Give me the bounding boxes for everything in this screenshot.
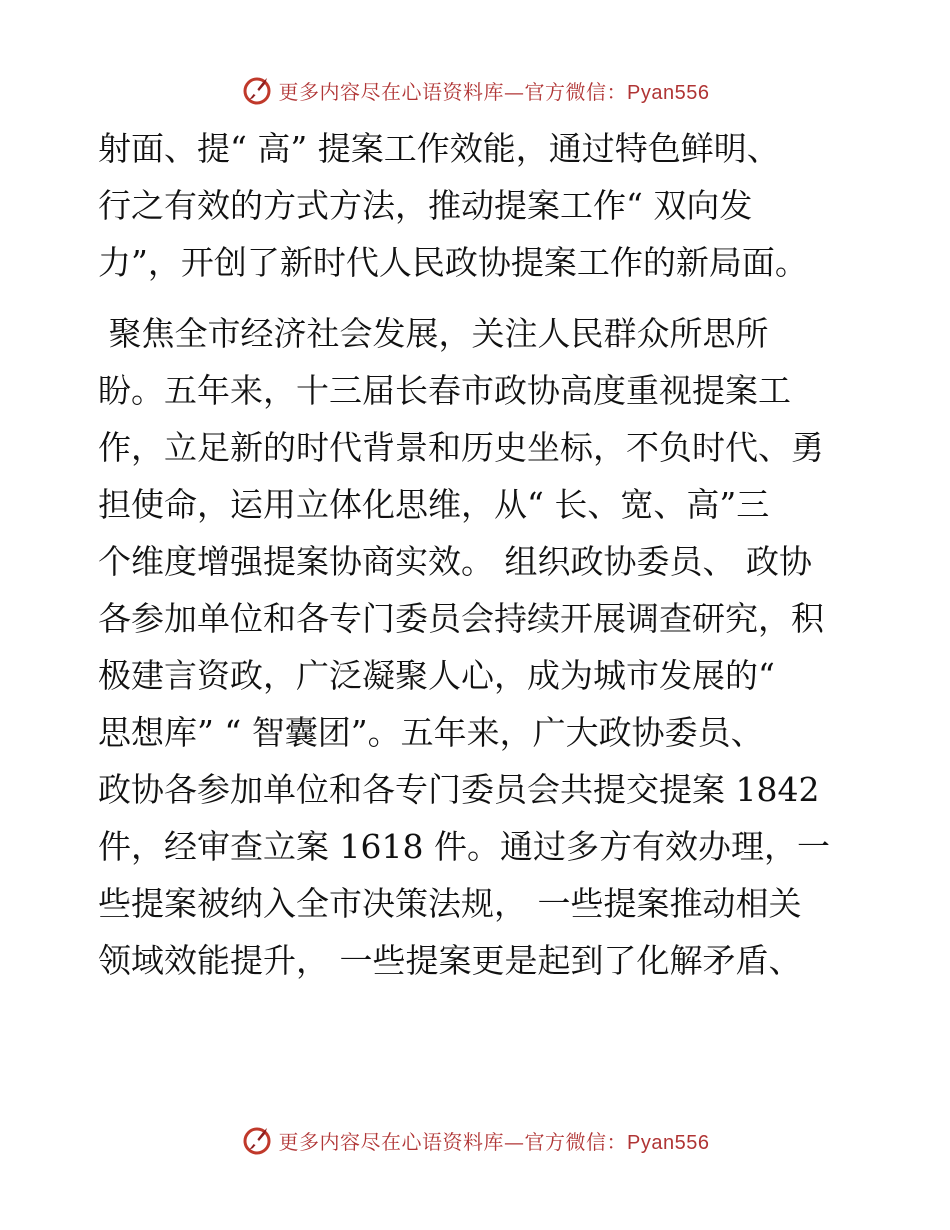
text-line: 思想库” “ 智囊团”。五年来，广大政协委员、	[98, 713, 764, 752]
footer-banner-text	[279, 1126, 710, 1155]
header-banner	[0, 70, 950, 110]
banner-label: 更多内容尽在心语资料库—官方微信：	[278, 1129, 628, 1154]
paragraph-1	[98, 120, 858, 291]
banner-label: 更多内容尽在心语资料库—官方微信：	[278, 79, 628, 104]
text-line: 聚焦全市经济社会发展，关注人民群众所思所	[98, 314, 769, 353]
paragraph-spacer	[98, 291, 858, 305]
wechat-id: Pyan556	[627, 81, 710, 104]
header-banner-text	[279, 76, 710, 105]
text-line: 政协各参加单位和各专门委员会共提交提案 1842	[98, 770, 820, 809]
quill-pen-logo-icon	[241, 74, 273, 106]
paragraph-2	[98, 305, 858, 989]
text-line: 极建言资政，广泛凝聚人心，成为城市发展的“	[98, 656, 775, 695]
text-line: 射面、提“ 高” 提案工作效能，通过特色鲜明、	[98, 129, 780, 168]
wechat-id: Pyan556	[627, 1131, 710, 1154]
text-line: 作，立足新的时代背景和历史坐标，不负时代、勇	[98, 428, 824, 467]
text-line: 些提案被纳入全市决策法规， 一些提案推动相关	[98, 884, 802, 923]
document-body	[98, 120, 858, 989]
text-line: 行之有效的方式方法，推动提案工作“ 双向发	[98, 186, 753, 225]
text-line: 件，经审查立案 1618 件。通过多方有效办理，一	[98, 827, 830, 866]
text-line: 力”，开创了新时代人民政协提案工作的新局面。	[98, 243, 808, 282]
text-line: 盼。五年来，十三届长春市政协高度重视提案工	[98, 371, 791, 410]
text-line: 担使命，运用立体化思维，从“ 长、宽、高”三	[98, 485, 770, 524]
text-line: 个维度增强提案协商实效。 组织政协委员、 政协	[98, 542, 812, 581]
text-line: 各参加单位和各专门委员会持续开展调查研究，积	[98, 599, 824, 638]
text-line: 领域效能提升， 一些提案更是起到了化解矛盾、	[98, 941, 802, 980]
footer-banner	[0, 1120, 950, 1160]
quill-pen-logo-icon	[241, 1124, 273, 1156]
